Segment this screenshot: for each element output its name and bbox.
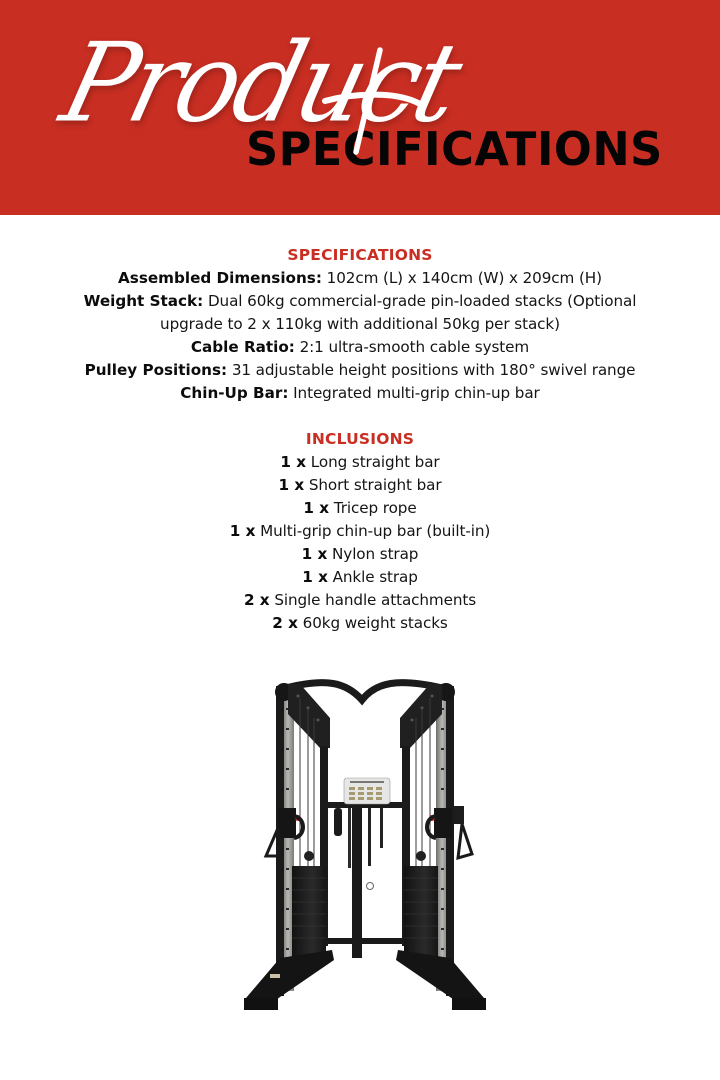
title-specifications: SPECIFICATIONS [246,122,663,176]
spec-content [0,244,720,635]
inclusion-name: Multi-grip chin-up bar (built-in) [255,522,491,540]
inclusion-name: Short straight bar [304,476,442,494]
inclusion-qty: 1 x [302,568,328,586]
spec-row-chin-up-bar [0,382,720,405]
spec-value: 31 adjustable height positions with 180° swivel range [227,361,636,379]
inclusion-qty: 2 x [272,614,298,632]
inclusion-name: 60kg weight stacks [297,614,448,632]
spec-value: Integrated multi-grip chin-up bar [288,384,540,402]
spec-row-weight-stack-continued [0,313,720,336]
spec-label: Cable Ratio: [190,338,295,356]
header-banner [0,0,720,215]
spec-label: Chin-Up Bar: [180,384,289,402]
inclusion-name: Tricep rope [329,499,417,517]
inclusion-item [0,451,720,474]
inclusion-qty: 2 x [243,591,270,609]
spec-value: 102cm (L) x 140cm (W) x 209cm (H) [321,269,602,287]
inclusion-item [0,612,720,635]
section-gap [0,405,720,428]
inclusion-item [0,474,720,497]
inclusion-qty: 1 x [280,453,307,471]
inclusion-item [0,543,720,566]
spec-label: Weight Stack: [83,292,204,310]
spec-label: Pulley Positions: [84,361,228,379]
spec-row-dimensions [0,267,720,290]
spec-row-weight-stack [0,290,720,313]
spec-row-pulley-positions [0,359,720,382]
inclusions-heading: INCLUSIONS [305,430,415,448]
inclusion-qty: 1 x [229,522,256,540]
spec-row-cable-ratio [0,336,720,359]
spec-value: Dual 60kg commercial-grade pin-loaded stacks (Optional [203,292,637,310]
inclusion-item [0,566,720,589]
inclusion-item [0,497,720,520]
inclusion-name: Single handle attachments [269,591,477,609]
inclusion-qty: 1 x [301,545,328,563]
title-product-script: Product [50,18,471,147]
inclusion-name: Long straight bar [306,453,440,471]
product-image-functional-trainer [236,668,488,1024]
inclusion-qty: 1 x [303,499,330,517]
inclusion-qty: 1 x [278,476,305,494]
spec-value: 2:1 ultra-smooth cable system [294,338,530,356]
inclusion-name: Ankle strap [327,568,418,586]
spec-value: upgrade to 2 x 110kg with additional 50kg per stack) [160,315,560,333]
inclusion-item [0,589,720,612]
inclusion-name: Nylon strap [327,545,419,563]
inclusion-item [0,520,720,543]
specifications-heading: SPECIFICATIONS [287,246,433,264]
spec-label: Assembled Dimensions: [118,269,322,287]
